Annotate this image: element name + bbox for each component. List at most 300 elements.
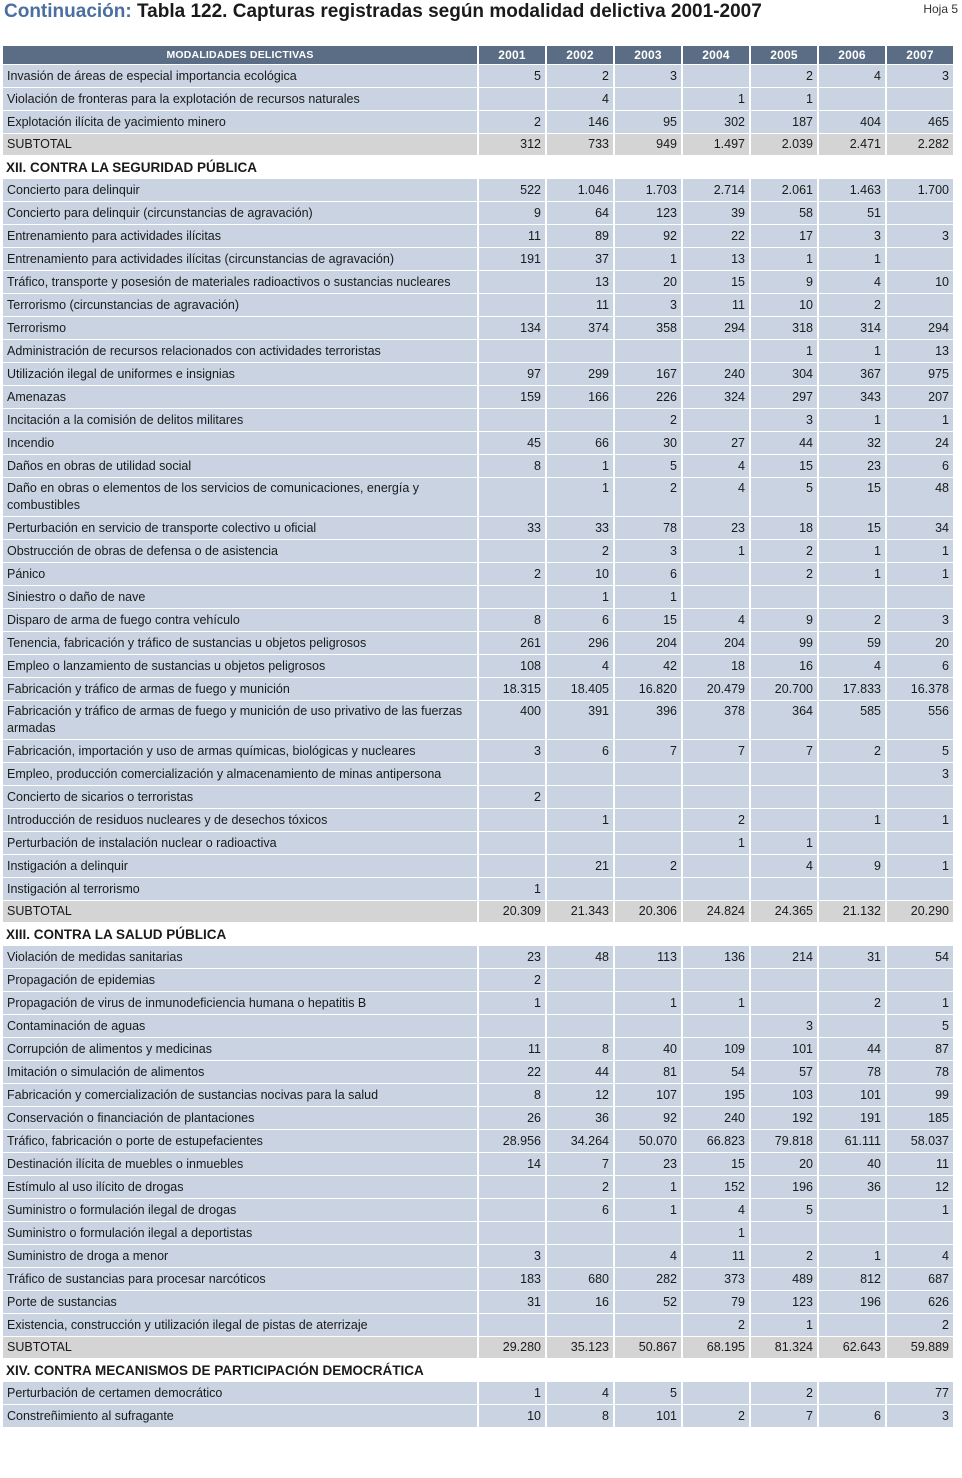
value-cell: 16 [547, 1291, 613, 1313]
value-cell [479, 586, 545, 608]
value-cell: 2 [479, 786, 545, 808]
value-cell [683, 1015, 749, 1037]
value-cell: 2.039 [751, 134, 817, 155]
value-cell [819, 878, 885, 900]
table-row [3, 432, 953, 454]
value-cell: 13 [887, 340, 953, 362]
table-row [3, 1291, 953, 1313]
value-cell: 42 [615, 655, 681, 677]
value-cell: 37 [547, 248, 613, 270]
value-cell: 10 [479, 1405, 545, 1427]
value-cell: 195 [683, 1084, 749, 1106]
value-cell: 6 [547, 1199, 613, 1221]
offense-label: Tenencia, fabricación y tráfico de sustancias u objetos peligrosos [3, 632, 477, 654]
value-cell: 2 [819, 609, 885, 631]
offense-label: Tráfico de sustancias para procesar narcóticos [3, 1268, 477, 1290]
value-cell [547, 409, 613, 431]
value-cell: 4 [683, 609, 749, 631]
table-row [3, 701, 953, 739]
value-cell: 1.497 [683, 134, 749, 155]
table-row [3, 1107, 953, 1129]
table-row [3, 1176, 953, 1198]
value-cell: 2.714 [683, 179, 749, 201]
value-cell: 1 [547, 478, 613, 516]
value-cell [547, 992, 613, 1014]
value-cell: 626 [887, 1291, 953, 1313]
table-row [3, 202, 953, 224]
value-cell: 3 [887, 1405, 953, 1427]
offense-label: Perturbación de certamen democrático [3, 1382, 477, 1404]
value-cell [819, 1015, 885, 1037]
table-row [3, 1314, 953, 1336]
value-cell: 4 [819, 65, 885, 87]
value-cell: 167 [615, 363, 681, 385]
value-cell [887, 969, 953, 991]
table-row [3, 271, 953, 293]
value-cell: 2 [683, 1405, 749, 1427]
value-cell [615, 809, 681, 831]
value-cell [479, 1314, 545, 1336]
value-cell: 51 [819, 202, 885, 224]
table-row [3, 363, 953, 385]
value-cell: 15 [683, 271, 749, 293]
value-cell: 4 [751, 855, 817, 877]
value-cell: 81.324 [751, 1337, 817, 1358]
value-cell: 3 [751, 1015, 817, 1037]
section-header-row [3, 923, 953, 945]
value-cell: 12 [887, 1176, 953, 1198]
value-cell: 15 [819, 517, 885, 539]
value-cell [479, 855, 545, 877]
value-cell: 99 [751, 632, 817, 654]
value-cell: 1 [547, 809, 613, 831]
value-cell: 1 [819, 248, 885, 270]
value-cell: 2 [751, 563, 817, 585]
column-header-year: 2005 [751, 46, 817, 64]
value-cell: 358 [615, 317, 681, 339]
value-cell [547, 878, 613, 900]
value-cell: 78 [615, 517, 681, 539]
value-cell: 123 [615, 202, 681, 224]
value-cell [751, 992, 817, 1014]
value-cell: 3 [887, 763, 953, 785]
value-cell: 2 [479, 969, 545, 991]
offense-label: Propagación de epidemias [3, 969, 477, 991]
table-title [4, 0, 762, 24]
value-cell: 1 [751, 1314, 817, 1336]
value-cell: 4 [547, 88, 613, 110]
value-cell: 1 [615, 992, 681, 1014]
value-cell: 196 [751, 1176, 817, 1198]
table-row [3, 1268, 953, 1290]
offense-label: Violación de fronteras para la explotación de recursos naturales [3, 88, 477, 110]
value-cell: 3 [819, 225, 885, 247]
value-cell: 1.463 [819, 179, 885, 201]
value-cell: 9 [751, 609, 817, 631]
value-cell: 44 [547, 1061, 613, 1083]
offense-label: Violación de medidas sanitarias [3, 946, 477, 968]
table-row [3, 540, 953, 562]
value-cell: 17.833 [819, 678, 885, 700]
table-row [3, 786, 953, 808]
value-cell: 1 [683, 540, 749, 562]
value-cell: 5 [615, 1382, 681, 1404]
value-cell: 99 [887, 1084, 953, 1106]
offense-label: Utilización ilegal de uniformes e insignias [3, 363, 477, 385]
table-row [3, 1222, 953, 1244]
value-cell: 23 [683, 517, 749, 539]
value-cell: 4 [819, 271, 885, 293]
value-cell [547, 832, 613, 854]
value-cell: 1 [615, 586, 681, 608]
value-cell: 378 [683, 701, 749, 739]
value-cell: 6 [615, 563, 681, 585]
table-row [3, 317, 953, 339]
value-cell: 680 [547, 1268, 613, 1290]
value-cell: 522 [479, 179, 545, 201]
table-row [3, 248, 953, 270]
value-cell: 192 [751, 1107, 817, 1129]
value-cell: 1 [887, 992, 953, 1014]
table-row [3, 655, 953, 677]
value-cell: 136 [683, 946, 749, 968]
value-cell: 20.479 [683, 678, 749, 700]
value-cell: 2 [479, 563, 545, 585]
value-cell: 1 [887, 855, 953, 877]
offense-label: Disparo de arma de fuego contra vehículo [3, 609, 477, 631]
value-cell: 187 [751, 111, 817, 133]
offense-label: Terrorismo [3, 317, 477, 339]
value-cell: 1 [887, 540, 953, 562]
table-row [3, 763, 953, 785]
offense-label: Porte de sustancias [3, 1291, 477, 1313]
value-cell: 44 [819, 1038, 885, 1060]
value-cell: 1 [819, 563, 885, 585]
value-cell: 9 [751, 271, 817, 293]
value-cell [887, 586, 953, 608]
value-cell: 2.282 [887, 134, 953, 155]
value-cell: 400 [479, 701, 545, 739]
value-cell: 1 [479, 878, 545, 900]
value-cell: 1 [887, 809, 953, 831]
value-cell: 108 [479, 655, 545, 677]
value-cell [615, 969, 681, 991]
subtotal-row [3, 901, 953, 922]
value-cell: 207 [887, 386, 953, 408]
offense-label: Entrenamiento para actividades ilícitas (circunstancias de agravación) [3, 248, 477, 270]
value-cell [819, 763, 885, 785]
value-cell: 191 [479, 248, 545, 270]
offense-label: Contaminación de aguas [3, 1015, 477, 1037]
section-header-row [3, 156, 953, 178]
value-cell: 1 [751, 340, 817, 362]
value-cell: 101 [751, 1038, 817, 1060]
value-cell [887, 786, 953, 808]
table-row [3, 740, 953, 762]
table-row [3, 455, 953, 477]
value-cell [887, 248, 953, 270]
value-cell: 5 [751, 478, 817, 516]
value-cell: 314 [819, 317, 885, 339]
value-cell: 302 [683, 111, 749, 133]
value-cell: 296 [547, 632, 613, 654]
value-cell: 1.703 [615, 179, 681, 201]
value-cell [479, 88, 545, 110]
page-number: Hoja 5 [923, 2, 958, 16]
value-cell: 20 [751, 1153, 817, 1175]
value-cell: 10 [547, 563, 613, 585]
value-cell [479, 271, 545, 293]
value-cell: 4 [887, 1245, 953, 1267]
value-cell: 2 [751, 1245, 817, 1267]
value-cell: 374 [547, 317, 613, 339]
offense-label: Empleo, producción comercialización y almacenamiento de minas antipersona [3, 763, 477, 785]
offense-label: Propagación de virus de inmunodeficiencia humana o hepatitis B [3, 992, 477, 1014]
value-cell [547, 1222, 613, 1244]
value-cell: 14 [479, 1153, 545, 1175]
offense-label: Conservación o financiación de plantaciones [3, 1107, 477, 1129]
value-cell: 20 [887, 632, 953, 654]
value-cell: 5 [751, 1199, 817, 1221]
offense-label: Pánico [3, 563, 477, 585]
value-cell [819, 586, 885, 608]
value-cell [751, 586, 817, 608]
value-cell: 6 [887, 655, 953, 677]
value-cell: 1 [887, 563, 953, 585]
value-cell: 8 [479, 455, 545, 477]
value-cell: 92 [615, 1107, 681, 1129]
value-cell: 318 [751, 317, 817, 339]
value-cell: 50.867 [615, 1337, 681, 1358]
value-cell: 36 [547, 1107, 613, 1129]
value-cell: 324 [683, 386, 749, 408]
continuation-label: Continuación: [4, 1, 132, 22]
value-cell: 5 [887, 1015, 953, 1037]
value-cell: 204 [683, 632, 749, 654]
value-cell [547, 1245, 613, 1267]
value-cell [887, 1222, 953, 1244]
value-cell: 396 [615, 701, 681, 739]
table-row [3, 294, 953, 316]
value-cell [819, 1314, 885, 1336]
table-row [3, 1405, 953, 1427]
value-cell: 364 [751, 701, 817, 739]
offense-label: Perturbación en servicio de transporte colectivo u oficial [3, 517, 477, 539]
value-cell: 556 [887, 701, 953, 739]
offense-label: Obstrucción de obras de defensa o de asistencia [3, 540, 477, 562]
offense-label: Siniestro o daño de nave [3, 586, 477, 608]
value-cell: 92 [615, 225, 681, 247]
value-cell: 21.343 [547, 901, 613, 922]
value-cell: 20 [615, 271, 681, 293]
offense-label: Destinación ilícita de muebles o inmuebles [3, 1153, 477, 1175]
table-row [3, 855, 953, 877]
value-cell [615, 1222, 681, 1244]
value-cell: 22 [479, 1061, 545, 1083]
value-cell: 20.700 [751, 678, 817, 700]
value-cell: 4 [683, 478, 749, 516]
value-cell [683, 409, 749, 431]
data-table [1, 45, 955, 1428]
table-row [3, 969, 953, 991]
value-cell: 20.290 [887, 901, 953, 922]
value-cell [683, 563, 749, 585]
value-cell: 109 [683, 1038, 749, 1060]
value-cell: 2 [819, 740, 885, 762]
value-cell: 294 [683, 317, 749, 339]
value-cell: 66.823 [683, 1130, 749, 1152]
value-cell: 3 [615, 65, 681, 87]
value-cell: 1 [615, 1199, 681, 1221]
value-cell [751, 878, 817, 900]
value-cell: 2 [547, 1176, 613, 1198]
offense-label: Perturbación de instalación nuclear o radioactiva [3, 832, 477, 854]
offense-label: Fabricación y tráfico de armas de fuego y munición [3, 678, 477, 700]
value-cell: 23 [819, 455, 885, 477]
value-cell [683, 855, 749, 877]
table-row [3, 1061, 953, 1083]
value-cell: 89 [547, 225, 613, 247]
value-cell: 226 [615, 386, 681, 408]
value-cell: 1 [819, 409, 885, 431]
offense-label: Daño en obras o elementos de los servicios de comunicaciones, energía y combustibles [3, 478, 477, 516]
column-header-label: MODALIDADES DELICTIVAS [3, 46, 477, 64]
value-cell: 18.315 [479, 678, 545, 700]
value-cell: 4 [547, 655, 613, 677]
value-cell: 4 [547, 1382, 613, 1404]
value-cell: 48 [887, 478, 953, 516]
value-cell: 2.061 [751, 179, 817, 201]
value-cell: 101 [615, 1405, 681, 1427]
offense-label: Estímulo al uso ilícito de drogas [3, 1176, 477, 1198]
value-cell: 33 [479, 517, 545, 539]
value-cell [615, 878, 681, 900]
table-row [3, 111, 953, 133]
value-cell [683, 340, 749, 362]
value-cell: 2 [819, 294, 885, 316]
value-cell: 40 [615, 1038, 681, 1060]
value-cell: 2 [615, 478, 681, 516]
value-cell [683, 878, 749, 900]
offense-label: Fabricación y tráfico de armas de fuego y munición de uso privativo de las fuerzas armadas [3, 701, 477, 739]
value-cell: 191 [819, 1107, 885, 1129]
value-cell [615, 340, 681, 362]
value-cell: 7 [751, 1405, 817, 1427]
value-cell: 11 [683, 294, 749, 316]
value-cell: 373 [683, 1268, 749, 1290]
table-row [3, 946, 953, 968]
value-cell: 87 [887, 1038, 953, 1060]
offense-label: Explotación ilícita de yacimiento minero [3, 111, 477, 133]
value-cell: 7 [547, 1153, 613, 1175]
value-cell: 183 [479, 1268, 545, 1290]
value-cell: 812 [819, 1268, 885, 1290]
table-row [3, 1015, 953, 1037]
value-cell: 11 [547, 294, 613, 316]
table-body [3, 65, 953, 1427]
value-cell: 11 [479, 1038, 545, 1060]
value-cell [751, 809, 817, 831]
value-cell: 33 [547, 517, 613, 539]
table-row [3, 1084, 953, 1106]
value-cell [479, 540, 545, 562]
value-cell: 52 [615, 1291, 681, 1313]
value-cell: 11 [887, 1153, 953, 1175]
value-cell: 1 [683, 832, 749, 854]
offense-label: Suministro o formulación ilegal a deportistas [3, 1222, 477, 1244]
value-cell: 2 [683, 1314, 749, 1336]
value-cell: 50.070 [615, 1130, 681, 1152]
value-cell: 35.123 [547, 1337, 613, 1358]
offense-label: Concierto para delinquir [3, 179, 477, 201]
value-cell: 1 [547, 586, 613, 608]
value-cell: 78 [819, 1061, 885, 1083]
value-cell: 1 [615, 1176, 681, 1198]
value-cell: 214 [751, 946, 817, 968]
table-row [3, 65, 953, 87]
value-cell [547, 340, 613, 362]
value-cell: 166 [547, 386, 613, 408]
value-cell: 2 [547, 540, 613, 562]
value-cell [887, 202, 953, 224]
value-cell: 10 [887, 271, 953, 293]
value-cell: 7 [751, 740, 817, 762]
value-cell: 1 [819, 809, 885, 831]
value-cell: 8 [547, 1405, 613, 1427]
value-cell: 10 [751, 294, 817, 316]
offense-label: Invasión de áreas de especial importancia ecológica [3, 65, 477, 87]
offense-label: Introducción de residuos nucleares y de desechos tóxicos [3, 809, 477, 831]
value-cell: 31 [819, 946, 885, 968]
offense-label: Tráfico, fabricación o porte de estupefacientes [3, 1130, 477, 1152]
value-cell [479, 763, 545, 785]
value-cell: 6 [819, 1405, 885, 1427]
value-cell: 1 [751, 88, 817, 110]
value-cell: 6 [887, 455, 953, 477]
value-cell: 1 [751, 248, 817, 270]
value-cell: 6 [547, 609, 613, 631]
value-cell [547, 763, 613, 785]
value-cell: 18.405 [547, 678, 613, 700]
value-cell: 2 [479, 111, 545, 133]
value-cell: 2 [751, 540, 817, 562]
table-row [3, 1153, 953, 1175]
offense-label: Entrenamiento para actividades ilícitas [3, 225, 477, 247]
value-cell: 34 [887, 517, 953, 539]
value-cell: 391 [547, 701, 613, 739]
value-cell: 312 [479, 134, 545, 155]
offense-label: Tráfico, transporte y posesión de materiales radioactivos o sustancias nucleares [3, 271, 477, 293]
value-cell: 32 [819, 432, 885, 454]
value-cell: 304 [751, 363, 817, 385]
section-title: XIV. CONTRA MECANISMOS DE PARTICIPACIÓN DEMOCRÁTICA [3, 1359, 953, 1381]
value-cell: 5 [479, 65, 545, 87]
value-cell: 240 [683, 363, 749, 385]
value-cell: 58.037 [887, 1130, 953, 1152]
value-cell [819, 1222, 885, 1244]
value-cell: 22 [683, 225, 749, 247]
value-cell [615, 786, 681, 808]
subtotal-row [3, 1337, 953, 1358]
value-cell: 3 [887, 225, 953, 247]
value-cell: 3 [887, 65, 953, 87]
value-cell: 1 [819, 540, 885, 562]
value-cell: 152 [683, 1176, 749, 1198]
section-title: XIII. CONTRA LA SALUD PÚBLICA [3, 923, 953, 945]
value-cell: 1 [683, 992, 749, 1014]
offense-label: Corrupción de alimentos y medicinas [3, 1038, 477, 1060]
value-cell: 9 [819, 855, 885, 877]
